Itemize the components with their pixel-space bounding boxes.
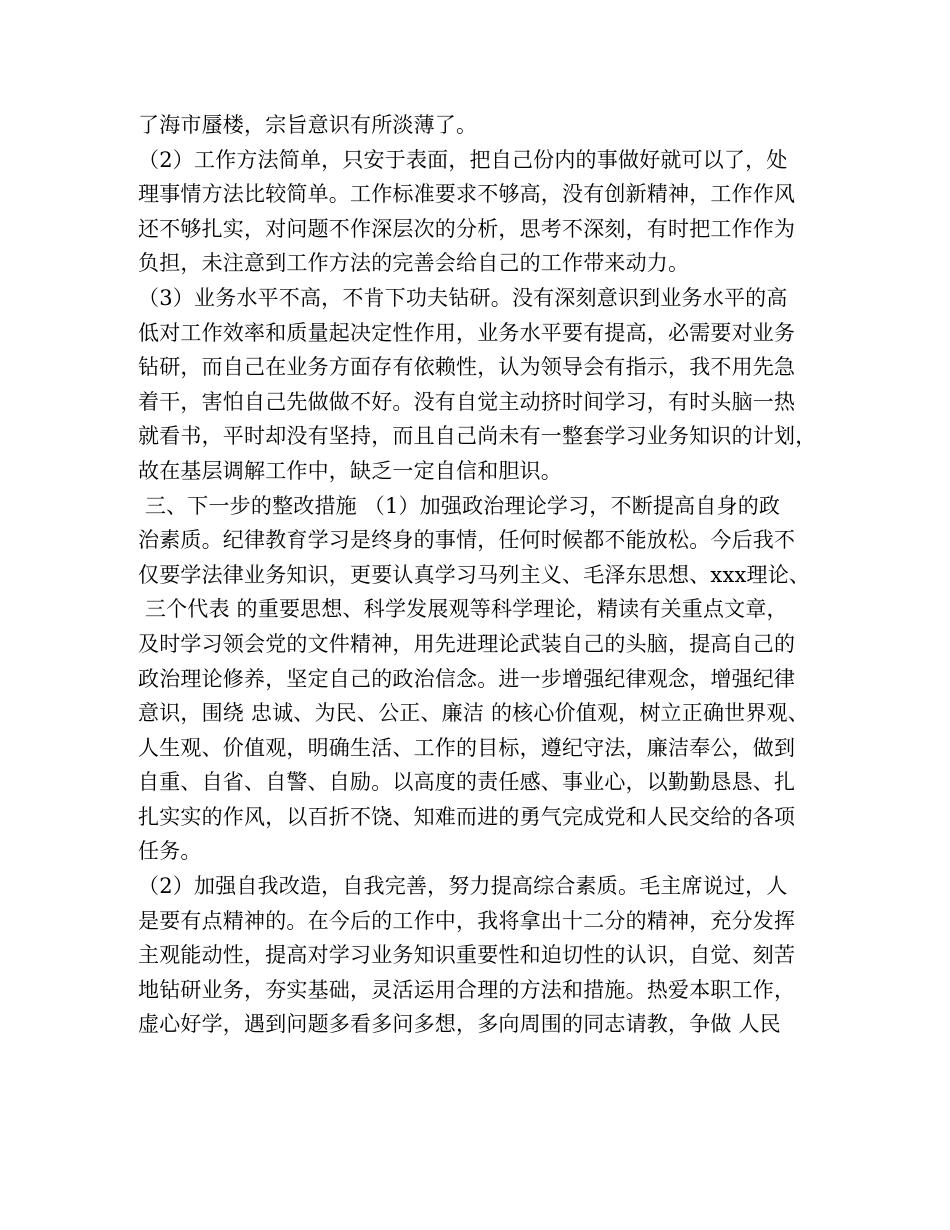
text-line: 仅要学法律业务知识，更要认真学习马列主义、毛泽东思想、xxx理论、 bbox=[138, 562, 811, 587]
text-line: 钻研，而自己在业务方面存有依赖性，认为领导会有指示，我不用先急 bbox=[138, 355, 796, 380]
text-line: 地钻研业务，夯实基础，灵活运用合理的方法和措施。热爱本职工作， bbox=[138, 977, 796, 1002]
text-line: 低对工作效率和质量起决定性作用，业务水平要有提高，必需要对业务 bbox=[138, 320, 796, 345]
text-line: 虚心好学，遇到问题多看多问多想，多向周围的同志请教，争做 人民 bbox=[138, 1012, 781, 1037]
text-line: （3）业务水平不高，不肯下功夫钻研。没有深刻意识到业务水平的高 bbox=[138, 285, 788, 310]
text-line: 及时学习领会党的文件精神，用先进理论武装自己的头脑，提高自己的 bbox=[138, 631, 796, 656]
text-line: 三个代表 的重要思想、科学发展观等科学理论，精读有关重点文章， bbox=[138, 597, 788, 622]
text-line: 自重、自省、自警、自励。以高度的责任感、事业心，以勤勤恳恳、扎 bbox=[138, 770, 796, 795]
section-heading-line: 三、下一步的整改措施 （1）加强政治理论学习，不断提高自身的政 bbox=[138, 493, 781, 518]
text-line: 就看书，平时却没有坚持，而且自己尚未有一整套学习业务知识的计划， bbox=[138, 424, 817, 449]
text-line: 人生观、价值观，明确生活、工作的目标，遵纪守法，廉洁奉公，做到 bbox=[138, 735, 796, 760]
text-line: 政治理论修养，坚定自己的政治信念。进一步增强纪律观念，增强纪律 bbox=[138, 666, 796, 691]
text-line: 了海市蜃楼，宗旨意识有所淡薄了。 bbox=[138, 113, 478, 137]
text-line: 主观能动性，提高对学习业务知识重要性和迫切性的认识，自觉、刻苦 bbox=[138, 943, 796, 968]
text-line: 治素质。纪律教育学习是终身的事情，任何时候都不能放松。今后我不 bbox=[138, 528, 796, 553]
text-line: 着干，害怕自己先做做不好。没有自觉主动挤时间学习，有时头脑一热 bbox=[138, 389, 796, 414]
text-line: 意识，围绕 忠诚、为民、公正、廉洁 的核心价值观，树立正确世界观、 bbox=[138, 701, 809, 726]
text-line: 还不够扎实，对问题不作深层次的分析，思考不深刻，有时把工作作为 bbox=[138, 216, 796, 241]
text-line: （2）工作方法简单，只安于表面，把自己份内的事做好就可以了，处 bbox=[138, 147, 788, 172]
text-line: 任务。 bbox=[138, 839, 202, 864]
text-line: 负担，未注意到工作方法的完善会给自己的工作带来动力。 bbox=[138, 251, 690, 276]
text-line: （2）加强自我改造，自我完善，努力提高综合素质。毛主席说过，人 bbox=[138, 874, 788, 899]
text-line: 故在基层调解工作中，缺乏一定自信和胆识。 bbox=[138, 458, 562, 483]
text-line: 是要有点精神的。在今后的工作中，我将拿出十二分的精神，充分发挥 bbox=[138, 908, 796, 933]
text-line: 理事情方法比较简单。工作标准要求不够高，没有创新精神，工作作风 bbox=[138, 182, 796, 207]
body-text bbox=[138, 108, 828, 1042]
text-line: 扎实实的作风，以百折不饶、知难而进的勇气完成党和人民交给的各项 bbox=[138, 804, 796, 829]
